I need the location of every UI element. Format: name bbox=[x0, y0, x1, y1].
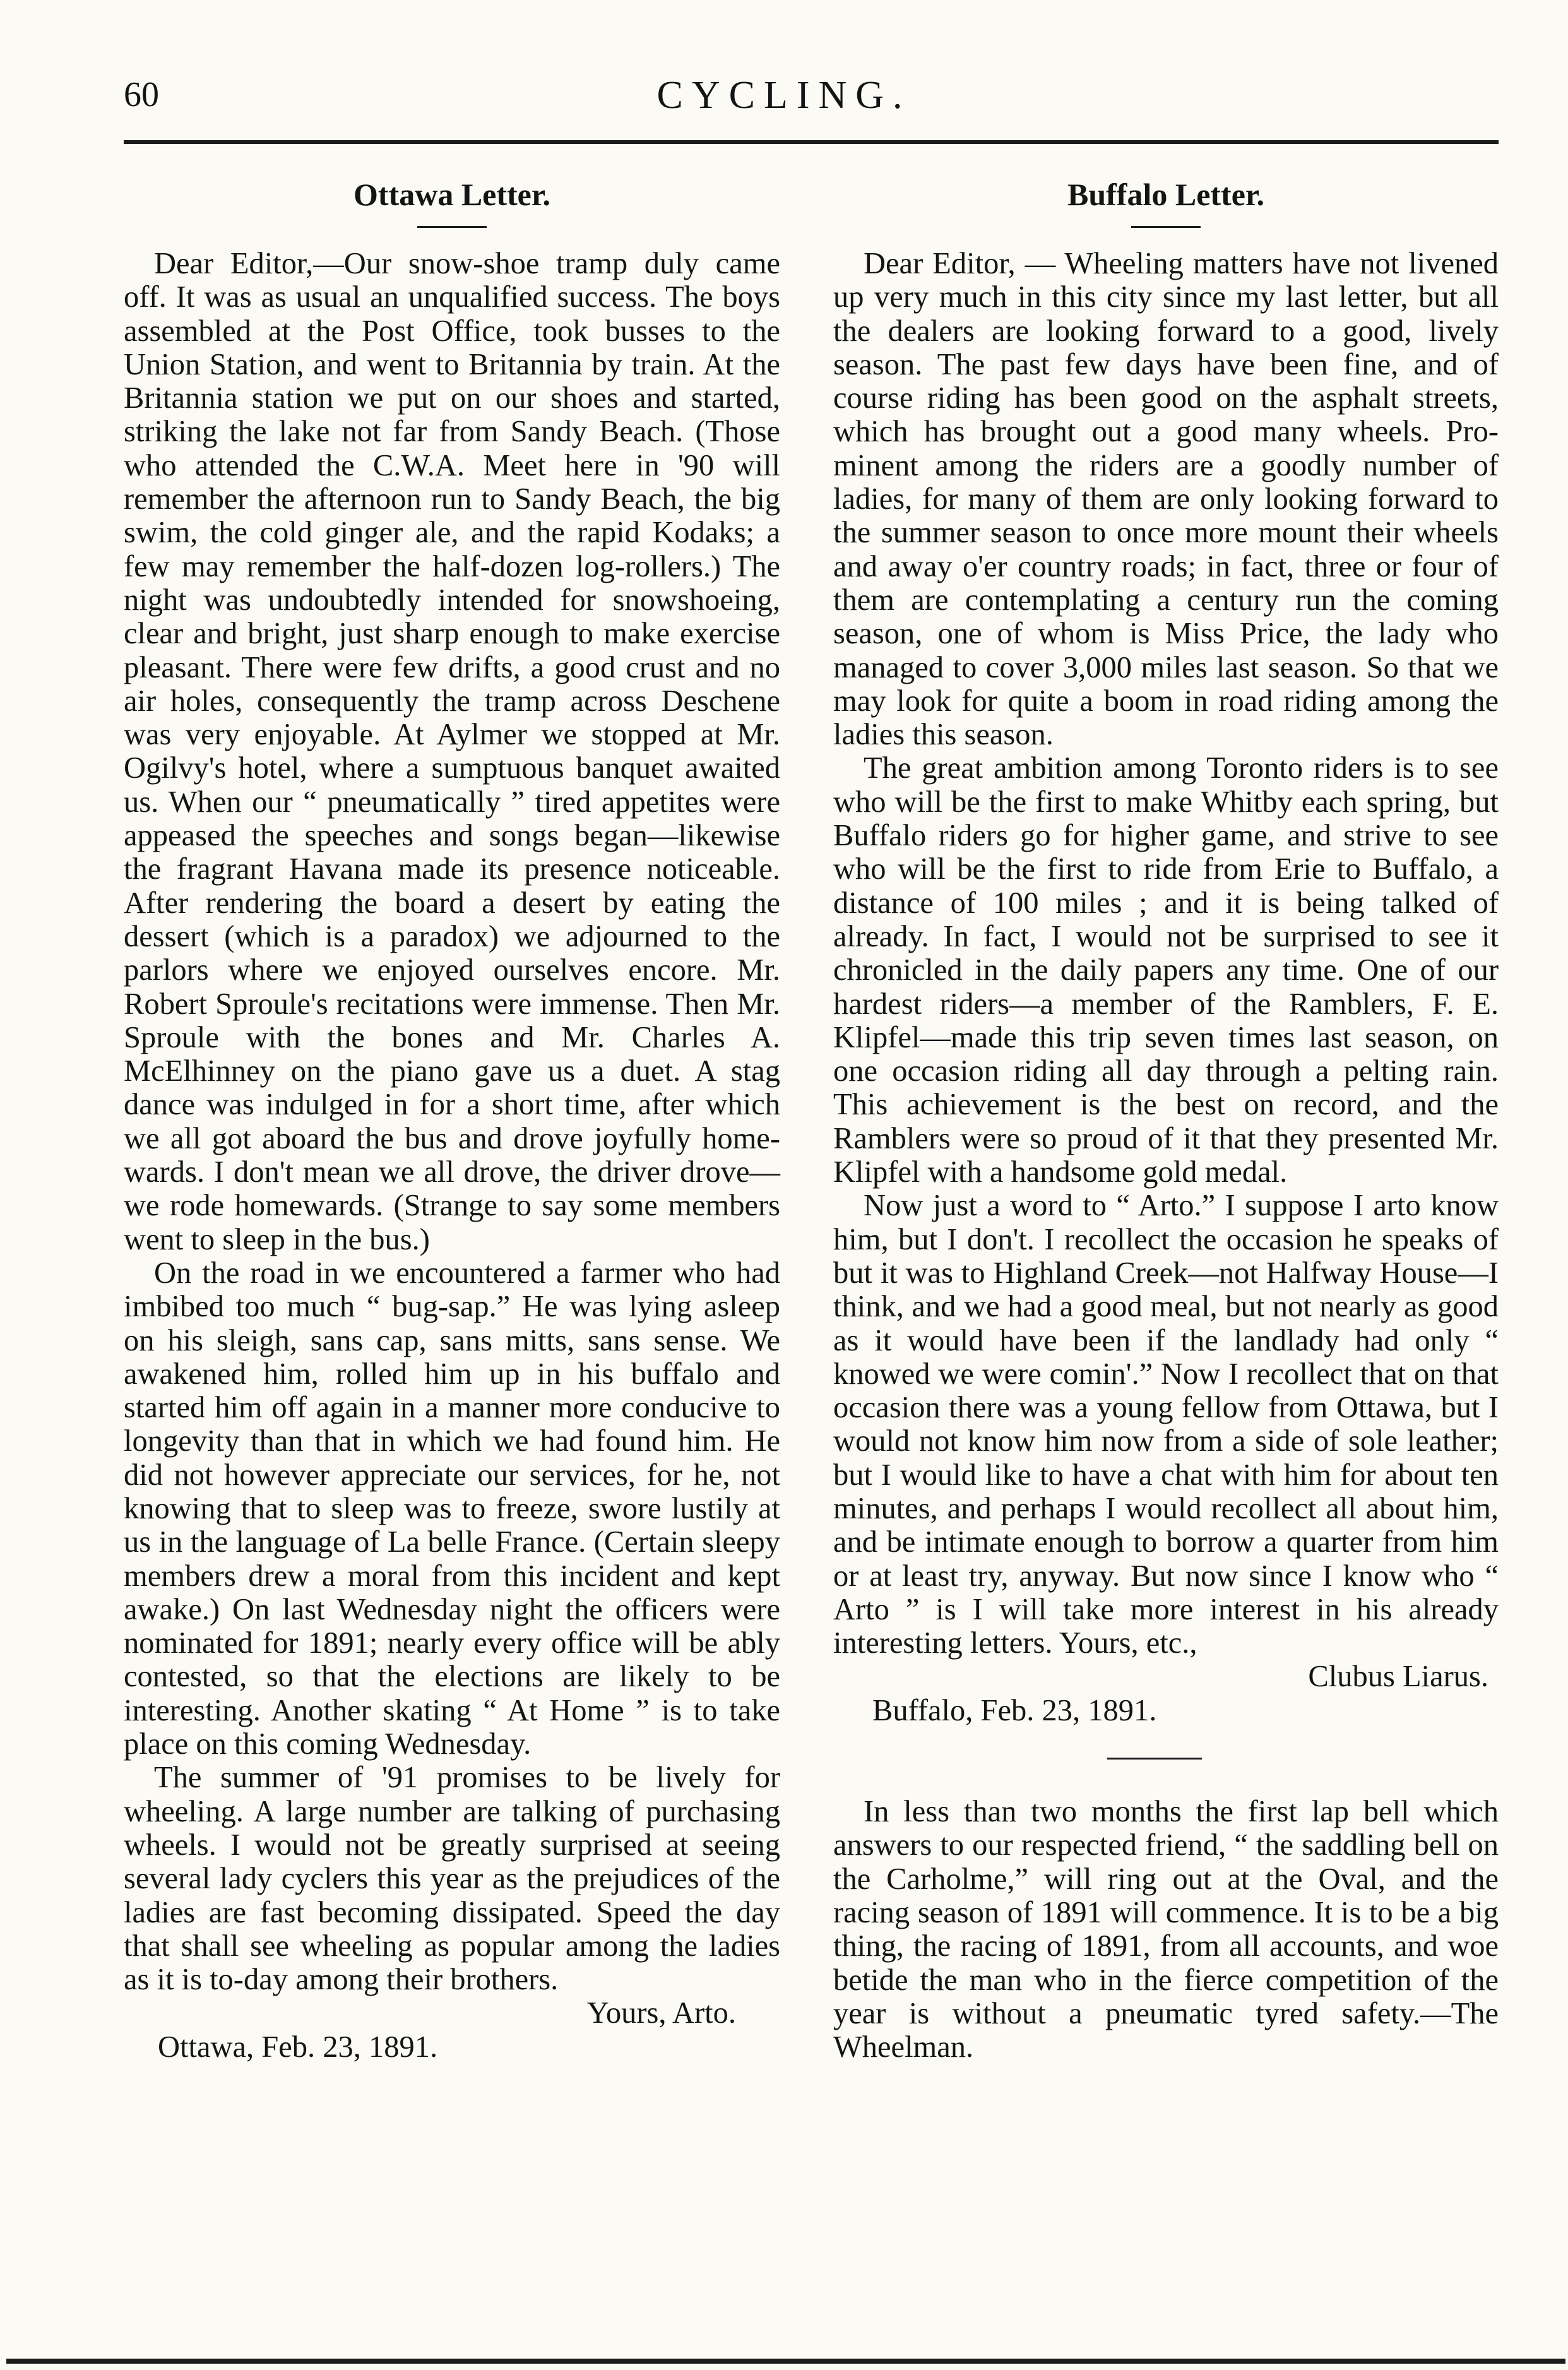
buffalo-letter-title: Buffalo Letter. bbox=[1067, 177, 1264, 212]
left-column bbox=[124, 176, 780, 2064]
ottawa-dateline: Ottawa, Feb. 23, 1891. bbox=[158, 2030, 438, 2064]
buffalo-paragraph-1: Dear Editor, — Wheeling matters have not livened up very much in this city since my last letter, but all the dealers are looking forward to a good, lively season. The past few days have been fine, and of course riding has been good on the asphalt streets, which has brought out a good many wheels. Prominent among the riders are a goodly number of ladies, for many of them are only looking forward to the summer season to once more mount their wheels and away o'er country roads; in fact, three or four of them are contemplating a century run the coming season, one of whom is Miss Price, the lady who managed to cover 3,000 miles last season. So that we may look for quite a boom in road riding among the ladies this season. bbox=[833, 247, 1499, 752]
running-head: CYCLING. bbox=[656, 74, 912, 117]
ottawa-paragraph-3: The summer of '91 promises to be lively for wheeling. A large number are talking of purchasing wheels. I would not be greatly surprised at seeing several lady cyclers this year as the prejudices of the ladies are fast becoming dissipated. Speed the day that shall see wheeling as popular among the ladies as it is to-day among their brothers. bbox=[124, 1761, 780, 1997]
buffalo-signature: Clubus Liarus. bbox=[1308, 1660, 1488, 1694]
title-rule bbox=[1131, 226, 1201, 228]
title-rule bbox=[417, 226, 487, 228]
buffalo-paragraph-3: Now just a word to “ Arto.” I suppose I arto know him, but I don't. I recollect the occasion he speaks of but it was to Highland Creek—not Halfway House—I think, and we had a good meal, but not nearly as good as it would have been if the landlady had only “ knowed we were comin'.” Now I recollect that on that occasion there was a young fellow from Ottawa, but I would not know him now from a side of sole leather; but I would like to have a chat with him for about ten minutes, and perhaps I would recollect all about him, and be intimate enough to borrow a quarter from him or at least try, anyway. But now since I know who “ Arto ” is I will take more interest in his already interesting letters. Yours, etc., bbox=[833, 1189, 1499, 1660]
section-rule bbox=[1107, 1758, 1202, 1760]
buffalo-paragraph-2: The great ambition among Toronto riders is to see who will be the first to make Whitby each spring, but Buffalo riders go for higher game, and strive to see who will be the first to ride from Erie to Buffalo, a distance of 100 miles ; and it is being talked of already. In fact, I would not be surprised to see it chronicled in the daily papers any time. One of our hardest riders—a member of the Ramblers, F. E. Klipfel—made this trip seven times last season, on one occasion riding all day through a pelting rain. This achievement is the best on record, and the Ramblers were so proud of it that they presented Mr. Klipfel with a handsome gold medal. bbox=[833, 751, 1499, 1189]
ottawa-letter-title: Ottawa Letter. bbox=[353, 177, 550, 212]
header-rule bbox=[124, 140, 1499, 144]
ottawa-paragraph-1: Dear Editor,—Our snow-shoe tramp duly came off. It was as usual an unqualified success. The boys assembled at the Post Office, took busses to the Union Station, and went to Britannia by train. At the Britannia station we put on our shoes and started, striking the lake not far from Sandy Beach. (Those who attended the C.W.A. Meet here in '90 will remember the afternoon run to Sandy Beach, the big swim, the cold ginger ale, and the rapid Kodaks; a few may remember the half-dozen log-rollers.) The night was undoubtedly intended for snowshoeing, clear and bright, just sharp enough to make exercise pleasant. There were few drifts, a good crust and no air holes, consequently the tramp across Deschene was very enjoyable. At Aylmer we stopped at Mr. Ogilvy's hotel, where a sumptuous banquet awaited us. When our “ pneumatically ” tired appetites were appeased the speeches and songs began—likewise the fragrant Havana made its presence noticeable. After rendering the board a desert by eating the dessert (which is a paradox) we adjourned to the parlors where we enjoyed ourselves encore. Mr. Robert Sproule's recitations were immense. Then Mr. Sproule with the bones and Mr. Charles A. McElhinney on the piano gave us a duet. A stag dance was indulged in for a short time, after which we all got aboard the bus and drove joyfully homewards. I don't mean we all drove, the driver drove—we rode homewards. (Strange to say some members went to sleep in the bus.) bbox=[124, 247, 780, 1256]
wheelman-paragraph: In less than two months the first lap bell which answers to our respected friend, “ the saddling bell on the Carholme,” will ring out at the Oval, and the racing season of 1891 will commence. It is to be a big thing, the racing of 1891, from all accounts, and woe betide the man who in the fierce competition of the year is without a pneumatic tyred safety.—The Wheelman. bbox=[833, 1795, 1499, 2064]
page-number: 60 bbox=[124, 75, 159, 114]
buffalo-dateline: Buffalo, Feb. 23, 1891. bbox=[872, 1693, 1157, 1727]
ottawa-signoff: Yours, Arto. bbox=[586, 1996, 736, 2030]
right-column bbox=[833, 176, 1499, 2064]
ottawa-paragraph-2: On the road in we encountered a farmer who had imbibed too much “ bug-sap.” He was lying asleep on his sleigh, sans cap, sans mitts, sans sense. We awakened him, rolled him up in his buffalo and started him off again in a manner more conducive to longevity than that in which we had found him. He did not however appreciate our services, for he, not knowing that to sleep was to freeze, swore lustily at us in the language of La belle France. (Certain sleepy members drew a moral from this incident and kept awake.) On last Wednesday night the officers were nominated for 1891; nearly every office will be ably contested, so that the elections are likely to be interesting. Another skating “ At Home ” is to take place on this coming Wednesday. bbox=[124, 1256, 780, 1761]
bottom-rule bbox=[6, 2359, 1565, 2364]
